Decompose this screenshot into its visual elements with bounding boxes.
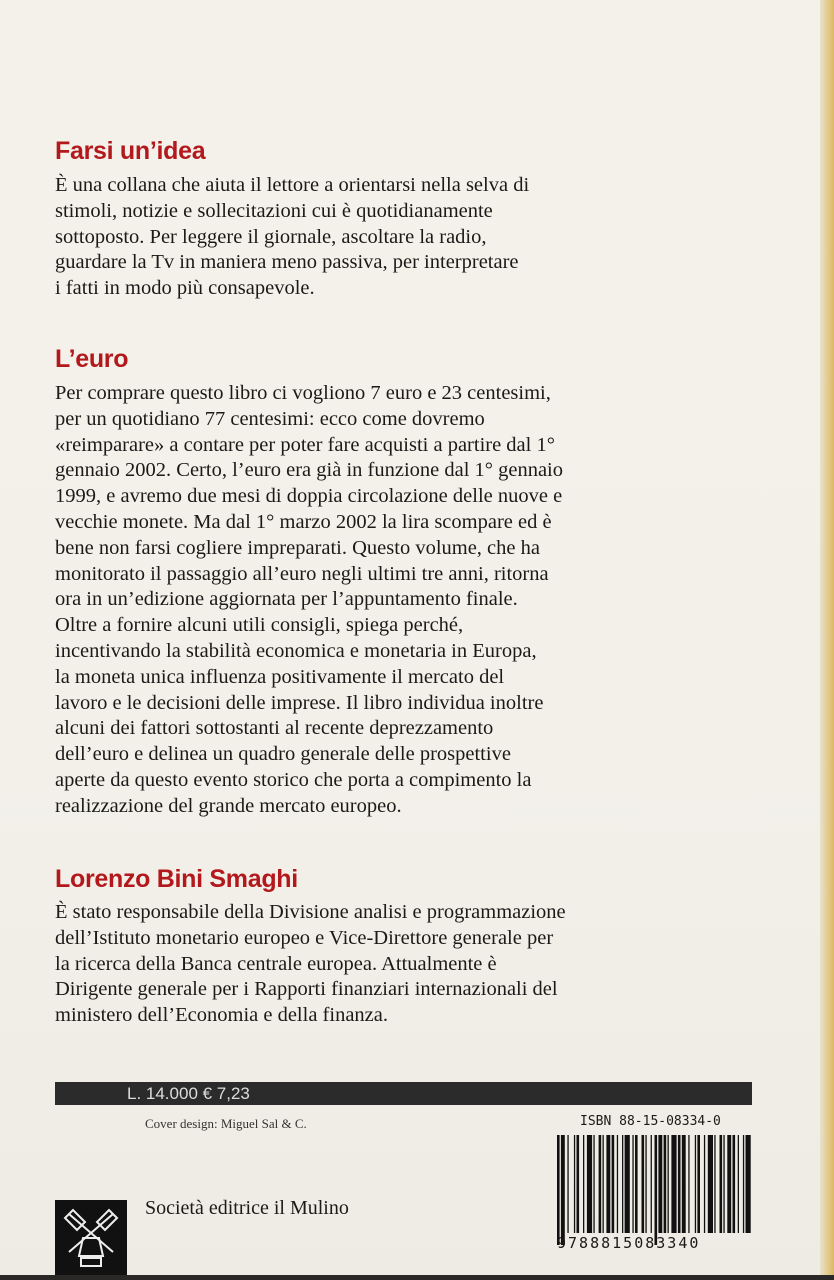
- text-line: sottoposto. Per leggere il giornale, ascoltare la radio,: [55, 225, 487, 248]
- barcode-bar: [606, 1135, 610, 1233]
- barcode-bar: [668, 1135, 669, 1233]
- section-heading-euro: L’euro: [55, 345, 129, 373]
- barcode-bar: [697, 1135, 700, 1233]
- barcode-bar: [574, 1135, 575, 1233]
- text-line: aperte da questo evento storico che porta a compimento la: [55, 768, 532, 791]
- text-line: ora in un’edizione aggiornata per l’appuntamento finale.: [55, 588, 518, 611]
- barcode-bar: [557, 1135, 560, 1245]
- page-bottom-edge: [0, 1275, 834, 1280]
- text-line: ministero dell’Economia e della finanza.: [55, 1004, 388, 1027]
- barcode-bar: [714, 1135, 715, 1233]
- text-line: 1999, e avremo due mesi di doppia circolazione delle nuove e: [55, 485, 563, 508]
- text-line: È stato responsabile della Divisione analisi e programmazione: [55, 901, 566, 923]
- text-line: È una collana che aiuta il lettore a orientarsi nella selva di: [55, 174, 530, 196]
- section-body-euro: [55, 381, 775, 820]
- barcode: [555, 1135, 752, 1245]
- barcode-bar: [617, 1135, 618, 1233]
- barcode-bar: [682, 1135, 686, 1233]
- barcode-bar: [658, 1135, 662, 1233]
- text-line: Oltre a fornire alcuni utili consigli, spiega perché,: [55, 614, 464, 637]
- price-bar: [55, 1082, 752, 1105]
- barcode-bar: [593, 1135, 594, 1233]
- text-line: incentivando la stabilità economica e monetaria in Europa,: [55, 639, 537, 662]
- barcode-bar: [664, 1135, 667, 1233]
- mulino-logo-windmill-icon: [55, 1200, 127, 1275]
- barcode-bar: [704, 1135, 705, 1233]
- barcode-bar: [651, 1135, 652, 1233]
- barcode-bar: [746, 1135, 751, 1233]
- section-body-author: [55, 900, 775, 1029]
- ean-number: 9788815083340: [557, 1234, 701, 1252]
- barcode-bar: [738, 1135, 739, 1233]
- barcode-bar: [678, 1135, 681, 1233]
- barcode-bar: [587, 1135, 592, 1233]
- barcode-bar: [635, 1135, 638, 1233]
- barcode-bar: [612, 1135, 615, 1233]
- barcode-bar: [567, 1135, 568, 1233]
- text-line: lavoro e le decisioni delle imprese. Il libro individua inoltre: [55, 691, 544, 714]
- barcode-bar: [645, 1135, 646, 1233]
- text-line: Per comprare questo libro ci vogliono 7 euro e 23 centesimi,: [55, 382, 551, 404]
- barcode-bar: [561, 1135, 565, 1245]
- text-line: realizzazione del grande mercato europeo.: [55, 794, 402, 817]
- section-heading-series: Farsi un’idea: [55, 137, 206, 165]
- text-line: alcuni dei fattori sottostanti al recente deprezzamento: [55, 717, 494, 740]
- barcode-bar: [603, 1135, 604, 1233]
- text-line: Dirigente generale per i Rapporti finanziari internazionali del: [55, 978, 558, 1001]
- text-line: gennaio 2002. Certo, l’euro era già in funzione dal 1° gennaio: [55, 459, 564, 482]
- barcode-bar: [599, 1135, 602, 1233]
- cover-credit: Cover design: Miguel Sal & C.: [145, 1116, 307, 1131]
- text-line: vecchie monete. Ma dal 1° marzo 2002 la lira scompare ed è: [55, 510, 552, 533]
- barcode-bar: [708, 1135, 713, 1233]
- text-line: i fatti in modo più consapevole.: [55, 277, 315, 300]
- text-line: la moneta unica influenza positivamente il mercato del: [55, 665, 505, 688]
- barcode-bar: [655, 1135, 658, 1245]
- barcode-bar: [625, 1135, 630, 1233]
- text-line: per un quotidiano 77 centesimi: ecco come dovremo: [55, 407, 485, 430]
- text-line: monitorato il passaggio all’euro negli ultimi tre anni, ritorna: [55, 562, 549, 585]
- barcode-bar: [688, 1135, 689, 1233]
- text-line: dell’Istituto monetario europeo e Vice-Direttore generale per: [55, 926, 554, 949]
- text-line: guardare la Tv in maniera meno passiva, per interpretare: [55, 251, 519, 274]
- barcode-bar: [632, 1135, 633, 1233]
- text-line: «reimparare» a contare per poter fare acquisti a partire dal 1°: [55, 433, 555, 456]
- barcode-bar: [723, 1135, 724, 1233]
- section-heading-author: Lorenzo Bini Smaghi: [55, 865, 298, 893]
- page-edge: [820, 0, 834, 1280]
- publisher-name: Società editrice il Mulino: [145, 1197, 349, 1219]
- text-line: bene non farsi cogliere impreparati. Questo volume, che ha: [55, 536, 540, 559]
- barcode-bar: [642, 1135, 645, 1233]
- section-body-series: [55, 173, 775, 302]
- barcode-bar: [727, 1135, 731, 1233]
- price-text: L. 14.000 € 7,23: [127, 1084, 250, 1103]
- text-line: la ricerca della Banca centrale europea. Attualmente è: [55, 952, 497, 975]
- barcode-bar: [743, 1135, 744, 1233]
- barcode-bar: [671, 1135, 676, 1233]
- barcode-bar: [583, 1135, 584, 1233]
- barcode-bar: [695, 1135, 696, 1233]
- text-line: stimoli, notizie e sollecitazioni cui è quotidianamente: [55, 199, 493, 222]
- text-line: dell’euro e delinea un quadro generale delle prospettive: [55, 743, 511, 766]
- barcode-bar: [622, 1135, 623, 1233]
- barcode-bar: [720, 1135, 723, 1233]
- barcode-bar: [577, 1135, 580, 1233]
- isbn-text: ISBN 88-15-08334-0: [580, 1114, 721, 1129]
- barcode-bar: [733, 1135, 736, 1233]
